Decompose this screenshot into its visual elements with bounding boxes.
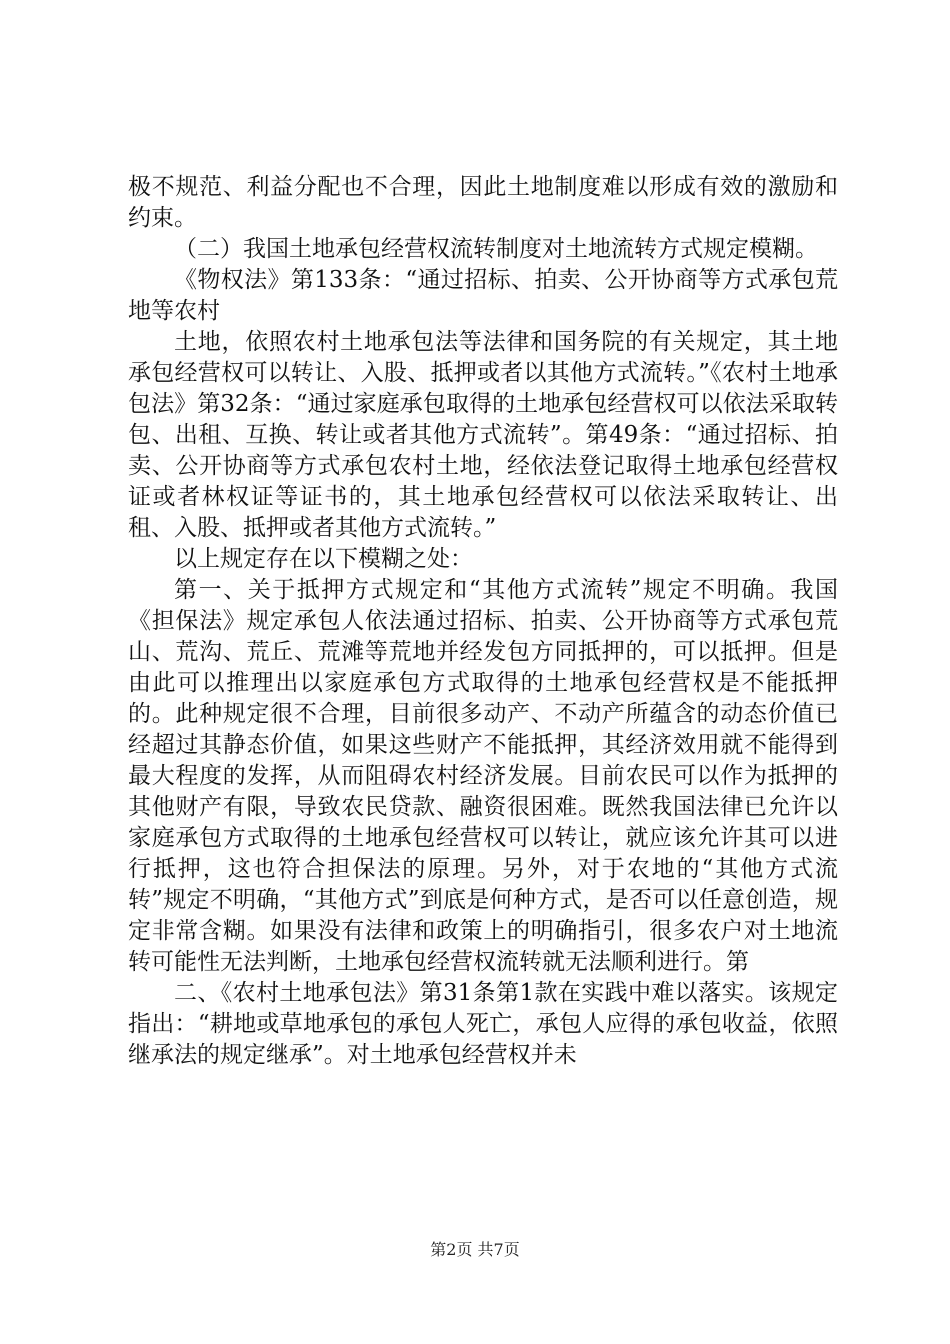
- document-body: [128, 172, 838, 1071]
- paragraph-2-section-heading: （二）我国土地承包经营权流转制度对土地流转方式规定模糊。: [174, 236, 818, 262]
- paragraph-3: 《物权法》第133条：“通过招标、拍卖、公开协商等方式承包荒地等农村: [128, 267, 838, 324]
- paragraph-7: 二、《农村土地承包法》第31条第1款在实践中难以落实。该规定指出：“耕地或草地承包的承包人死亡，承包人应得的承包收益，依照继承法的规定继承”。对土地承包经营权并未: [128, 980, 838, 1068]
- paragraph-6: 第一、关于抵押方式规定和“其他方式流转”规定不明确。我国《担保法》规定承包人依法通过招标、拍卖、公开协商等方式承包荒山、荒沟、荒丘、荒滩等荒地并经发包方同抵押的，可以抵押。但是由此可以推理出以家庭承包方式取得的土地承包经营权是不能抵押的。此种规定很不合理，目前很多动产、不动产所蕴含的动态价值已经超过其静态价值，如果这些财产不能抵押，其经济效用就不能得到最大程度的发挥，从而阻碍农村经济发展。目前农民可以作为抵押的其他财产有限，导致农民贷款、融资很困难。既然我国法律已允许以家庭承包方式取得的土地承包经营权可以转让，就应该允许其可以进行抵押，这也符合担保法的原理。另外，对于农地的“其他方式流转”规定不明确，“其他方式”到底是何种方式，是否可以任意创造，规定非常含糊。如果没有法律和政策上的明确指引，很多农户对土地流转可能性无法判断，土地承包经营权流转就无法顺利进行。第: [128, 577, 838, 975]
- paragraph-4: 土地，依照农村土地承包法等法律和国务院的有关规定，其土地承包经营权可以转让、入股、抵押或者以其他方式流转。”《农村土地承包法》第32条：“通过家庭承包取得的土地承包经营权可以依法采取转包、出租、互换、转让或者其他方式流转”。第49条：“通过招标、拍卖、公开协商等方式承包农村土地，经依法登记取得土地承包经营权证或者林权证等证书的，其土地承包经营权可以依法采取转让、出租、入股、抵押或者其他方式流转。”: [128, 329, 838, 541]
- page-number-footer: 第2页 共7页: [430, 1240, 520, 1259]
- paragraph-5: 以上规定存在以下模糊之处：: [174, 546, 473, 572]
- paragraph-1: 极不规范、利益分配也不合理，因此土地制度难以形成有效的激励和约束。: [128, 174, 838, 231]
